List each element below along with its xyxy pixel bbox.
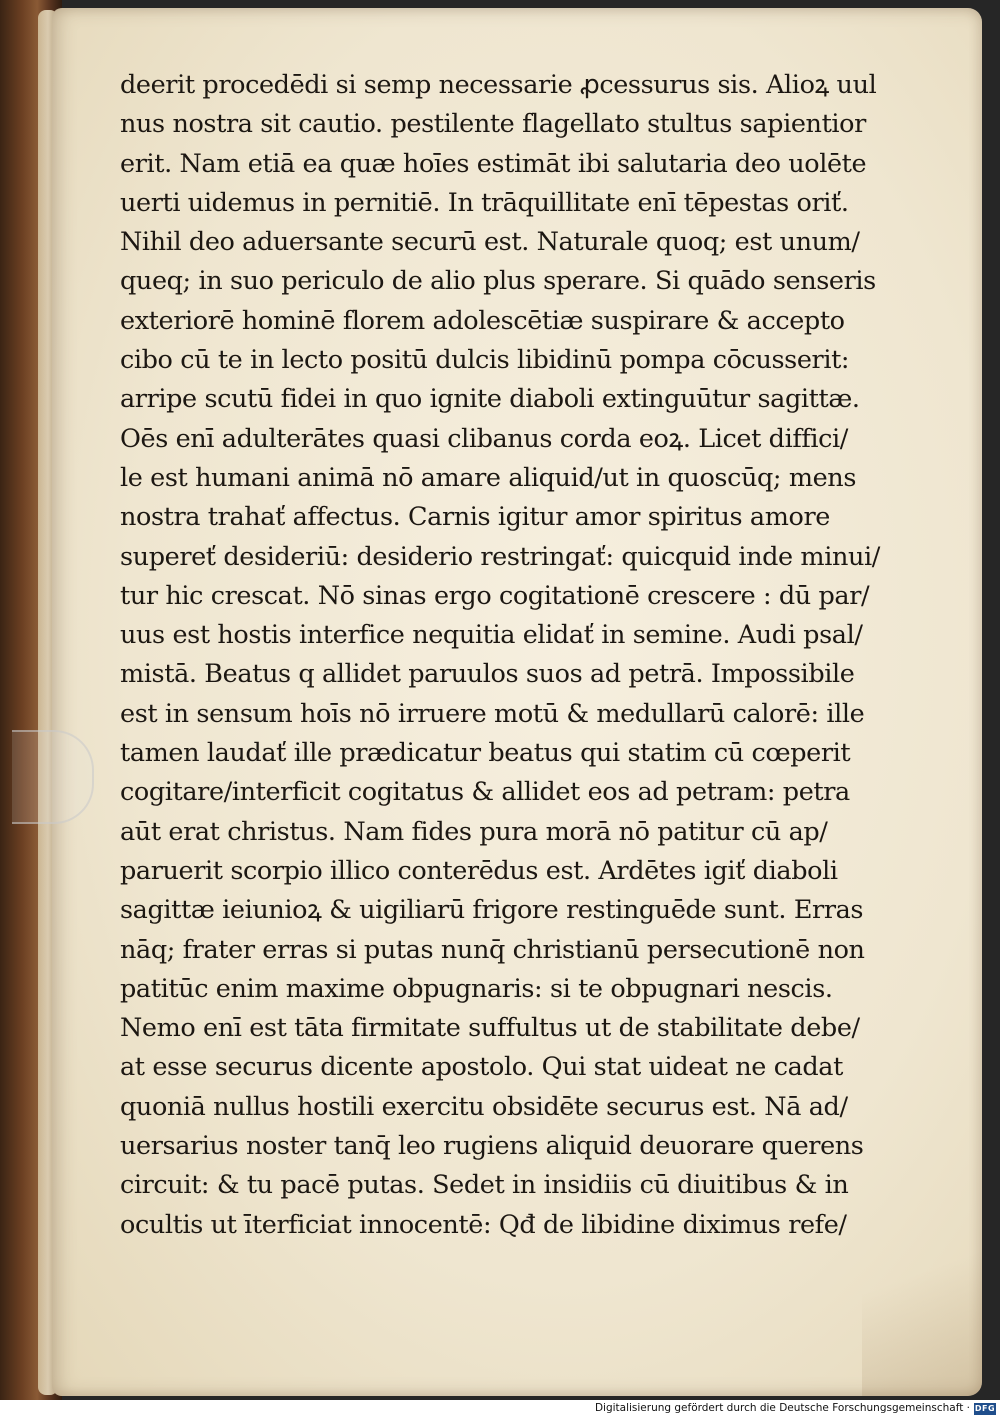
text-line: deerit procedēdi si semp necessarie ꝓcessurus sis. Alioꝝ uul (120, 70, 877, 100)
text-line: le est humani animā nō amare aliquid/ut in quoscūq; mens (120, 462, 857, 493)
text-line: patitūc enim maxime obpugnaris: si te obpugnari nescis. (120, 973, 833, 1004)
text-line: exteriorē hominē florem adolescētiæ suspirare & accepto (120, 305, 845, 336)
text-line: quoniā nullus hostili exercitu obsidēte securus est. Nā ad/ (120, 1091, 848, 1122)
text-line: at esse securus dicente apostolo. Qui stat uideat ne cadat (120, 1052, 843, 1083)
text-line: supereť desideriū: desiderio restringať: quicquid inde minui/ (120, 541, 880, 572)
text-line: nostra trahať affectus. Carnis igitur amor spiritus amore (120, 502, 830, 533)
footer-bar (0, 1400, 1000, 1419)
text-line: uus est hostis interfice nequitia elidať in semine. Audi psal/ (120, 620, 863, 651)
text-line: cibo cū te in lecto positū dulcis libidinū pompa cōcusserit: (120, 345, 850, 376)
text-line: erit. Nam etiā ea quæ hoīes estimāt ibi salutaria deo uolēte (120, 148, 867, 179)
text-line: ocultis ut īterficiat innocentē: Qđ de libidine diximus refe/ (120, 1209, 847, 1240)
footer-credit: Digitalisierung gefördert durch die Deutsche Forschungsgemeinschaft · (594, 1402, 970, 1414)
text-line: aūt erat christus. Nam fides pura morā nō patitur cū ap/ (120, 816, 828, 847)
text-line: Oēs enī adulterātes quasi clibanus corda eoꝝ. Licet diffici/ (120, 423, 848, 454)
text-line: tamen laudať ille prædicatur beatus qui statim cū cœperit (120, 738, 851, 769)
text-line: paruerit scorpio illico conterēdus est. Ardētes igiť diaboli (120, 855, 838, 886)
text-line: mistā. Beatus q allidet paruulos suos ad petrā. Impossibile (120, 659, 855, 690)
text-line: Nihil deo aduersante securū est. Naturale quoq; est unum/ (120, 227, 860, 258)
text-line: est in sensum hoīs nō irruere motū & medullarū calorē: ille (120, 698, 865, 729)
text-line: arripe scutū fidei in quo ignite diaboli extinguūtur sagittæ. (120, 384, 860, 415)
text-line: nus nostra sit cautio. pestilente flagellato stultus sapientior (120, 109, 866, 140)
text-line: queq; in suo periculo de alio plus sperare. Si quādo senseris (120, 266, 876, 297)
text-line: Nemo enī est tāta firmitate suffultus ut de stabilitate debe/ (120, 1013, 860, 1044)
text-line: uersarius noster tanq̄ leo rugiens aliquid deuorare querens (120, 1131, 864, 1162)
text-line: circuit: & tu pacē putas. Sedet in insidiis cū diuitibus & in (120, 1170, 849, 1201)
dfg-logo: DFG (974, 1404, 996, 1413)
text-block (120, 66, 890, 1245)
text-line: cogitare/interficit cogitatus & allidet eos ad petram: petra (120, 777, 850, 808)
text-line: sagittæ ieiunioꝝ & uigiliarū frigore restinguēde sunt. Erras (120, 895, 864, 926)
text-line: nāq; frater erras si putas nunq̄ christianū persecutionē non (120, 934, 865, 965)
text-line: uerti uidemus in pernitiē. In trāquillitate enī tēpestas oriť. (120, 187, 849, 218)
text-line: tur hic crescat. Nō sinas ergo cogitationē crescere : dū par/ (120, 580, 870, 611)
page-clip (12, 730, 94, 824)
